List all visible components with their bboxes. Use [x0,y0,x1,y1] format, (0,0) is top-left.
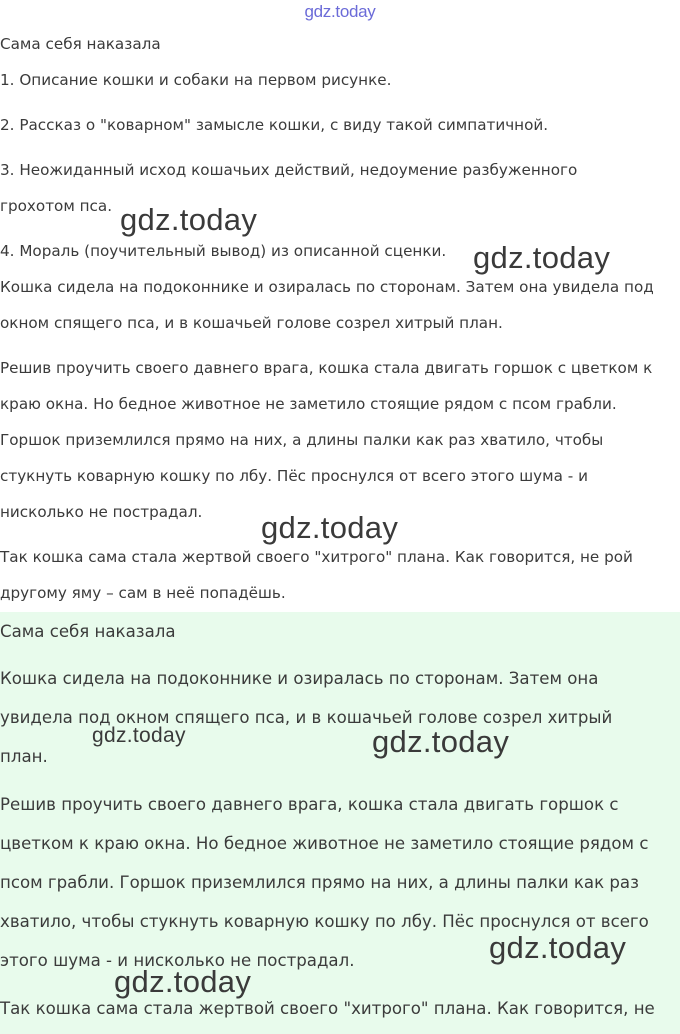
highlighted-answer-block [0,612,680,1034]
watermark: gdz.today [114,964,252,999]
plan-item-4: 4. Мораль (поучительный вывод) из описанной сценки. [0,242,447,260]
highlight-title: Сама себя наказала [0,622,176,641]
story-paragraph-3: Так кошка сама стала жертвой своего "хитрого" плана. Как говорится, не рой другому яму – сам в неё попадёшь. [0,548,633,602]
site-header-link[interactable]: gdz.today [304,2,376,21]
watermark: gdz.today [92,724,186,747]
watermark: gdz.today [261,510,399,545]
story-paragraph-2: Решив проучить своего давнего врага, кошка стала двигать горшок с цветком к краю окна. Но бедное животное не заметило стоящие рядом с псом грабли. Горшок приземлился прямо на них, а длины палки как раз хватило, чтобы стукнуть коварную кошку по лбу. Пёс проснулся от всего этого шума - и нисколько не пострадал. [0,359,653,521]
plan-item-2: 2. Рассказ о "коварном" замысле кошки, с виду такой симпатичной. [0,116,549,134]
watermark: gdz.today [489,930,627,965]
watermark: gdz.today [473,240,611,275]
watermark: gdz.today [120,202,258,237]
watermark: gdz.today [372,724,510,759]
highlight-paragraph-3: Так кошка сама стала жертвой своего "хитрого" плана. Как говорится, не [0,999,655,1018]
highlight-paragraph-2: Решив проучить своего давнего врага, кошка стала двигать горшок с цветком к краю окна. Но бедное животное не заметило стоящие рядом с псом грабли. Горшок приземлился прямо на них, а длины палки как раз хватило, чтобы стукнуть коварную кошку по лбу. Пёс проснулся от всего этого шума - и нисколько не пострадал. [0,795,649,970]
highlight-paragraph-1: Кошка сидела на подоконнике и озиралась по сторонам. Затем она увидела под окном спящего пса, и в кошачьей голове созрел хитрый план. [0,669,613,766]
plan-item-3: 3. Неожиданный исход кошачьих действий, недоумение разбуженного грохотом пса. [0,161,578,215]
plan-title: Сама себя наказала [0,35,161,53]
plan-item-1: 1. Описание кошки и собаки на первом рисунке. [0,71,392,89]
story-paragraph-1: Кошка сидела на подоконнике и озиралась по сторонам. Затем она увидела под окном спящего пса, и в кошачьей голове созрел хитрый план. [0,278,654,332]
